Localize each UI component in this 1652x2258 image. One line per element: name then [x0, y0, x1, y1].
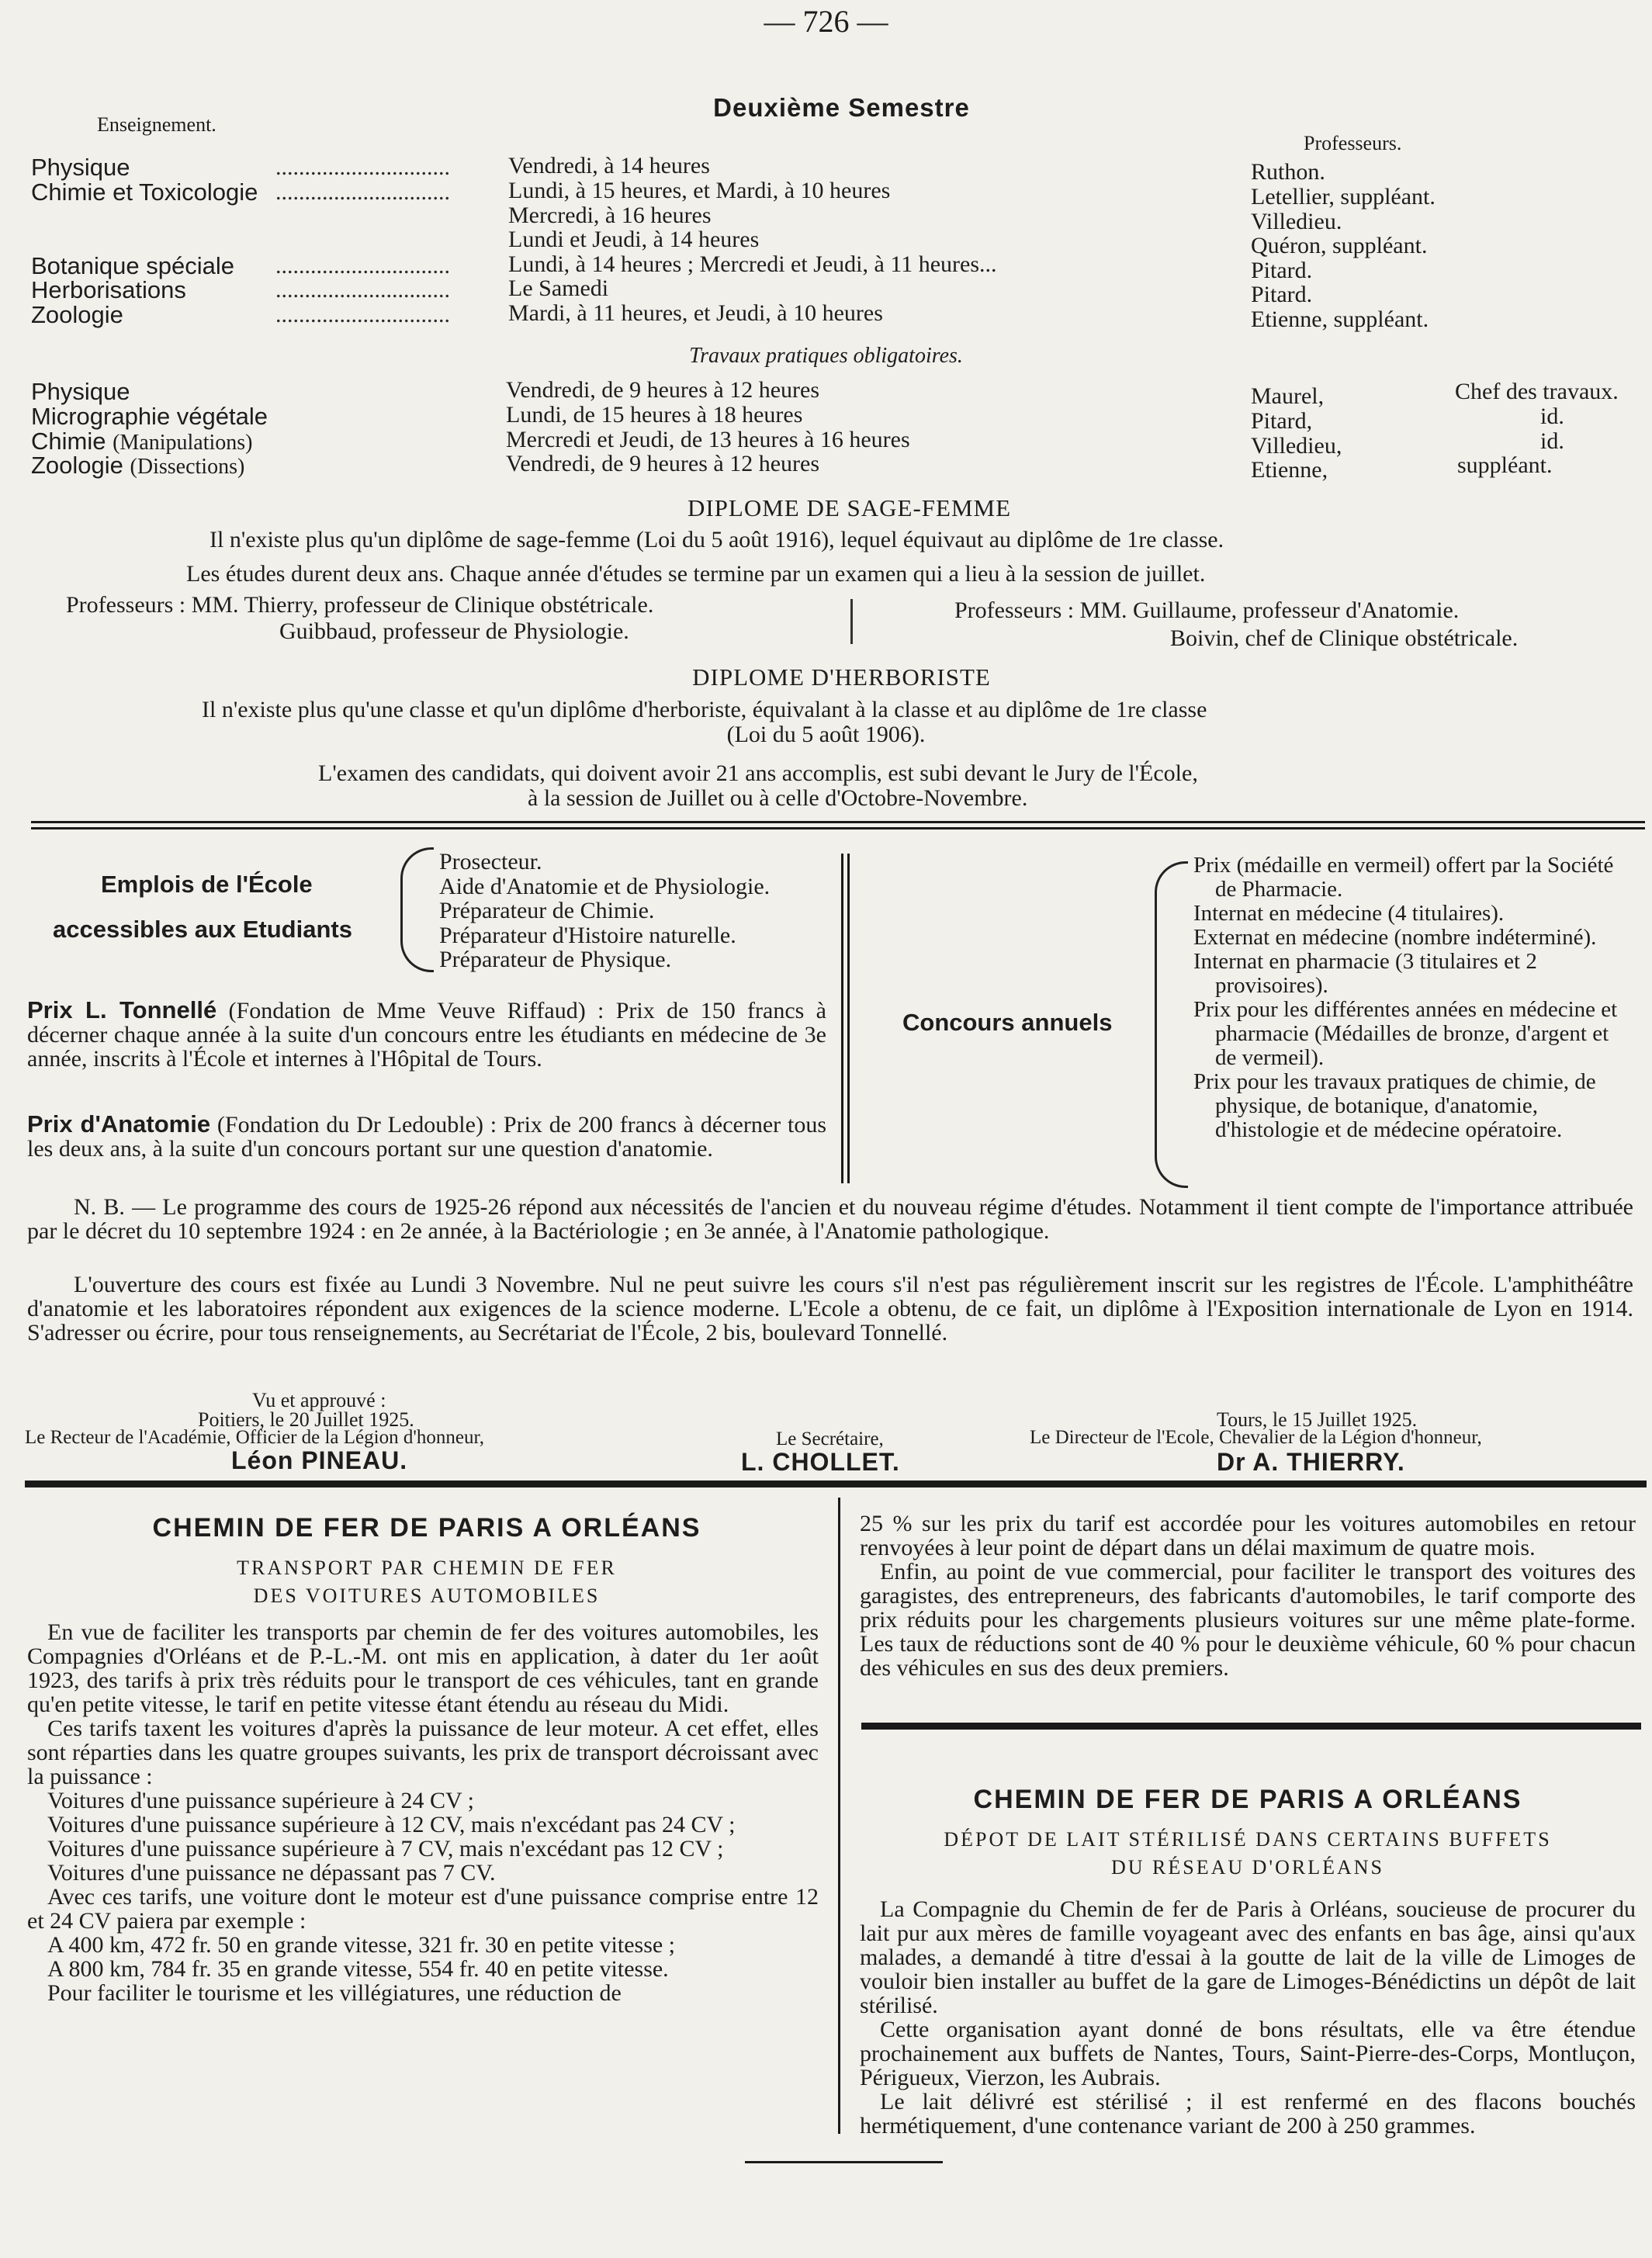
- tp-schedule: Lundi, de 15 heures à 18 heures: [506, 402, 803, 428]
- tp-subject-name: Physique: [31, 378, 130, 405]
- tp-professor: Villedieu,: [1251, 433, 1342, 459]
- paragraph: A 800 km, 784 fr. 35 en grande vitesse, 554 fr. 40 en petite vitesse.: [47, 1956, 669, 1982]
- course-schedule: Le Samedi: [508, 275, 609, 301]
- tp-subject-name: Zoologie: [31, 452, 123, 479]
- paragraph: Cette organisation ayant donné de bons résultats, elle va être étendue prochainement aux buffets de Nantes, Tours, Saint-Pierre-des-Corps, Montluçon, Périgueux, Vierzon, les Aubrais.: [860, 2017, 1636, 2090]
- divider: [841, 854, 843, 1183]
- nb-paragraph-2: L'ouverture des cours est fixée au Lundi 3 Novembre. Nul ne peut suivre les cours s'il n'est pas régulièrement inscrit sur les registres de l'École. L'amphithéâtre d'anatomie et les laboratoires répondent aux exigences de la science moderne. L'Ecole a obtenu, de ce fait, un diplôme à l'Exposition internationale de Lyon en 1914. S'adresser ou écrire, pour tous renseignements, au Secrétariat de l'École, 2 bis, boulevard Tonnellé.: [27, 1272, 1633, 1345]
- paragraph: Voitures d'une puissance supérieure à 7 CV, mais n'excédant pas 12 CV ;: [47, 1836, 724, 1861]
- article1-body: [27, 1620, 819, 2005]
- prix-tonnelle: [27, 998, 826, 1071]
- paragraph: Voitures d'une puissance supérieure à 12 CV, mais n'excédant pas 24 CV ;: [47, 1812, 736, 1837]
- herboriste-line-4: à la session de Juillet ou à celle d'Octobre-Novembre.: [528, 785, 1028, 811]
- tp-subject: [31, 379, 130, 404]
- course-professor: Pitard.: [1251, 282, 1313, 307]
- tp-role: Chef des travaux.: [1455, 379, 1619, 404]
- concours-item: Prix pour les différentes années en médecine et pharmacie (Médailles de bronze, d'argent et de vermeil).: [1193, 997, 1618, 1070]
- paragraph: En vue de faciliter les transports par chemin de fer des voitures automobiles, les Compagnies d'Orléans et de P.-L.-M. ont mis en application, à dater du 1er août 1923, des tarifs à prix très réduits pour le transport de ces véhicules, tant en grande qu'en petite vitesse, le tarif en petite vitesse étant étendu au réseau du Midi.: [27, 1619, 819, 1717]
- paragraph: Le lait délivré est stérilisé ; il est renfermé en des flacons bouchés hermétiquement, d'une contenance variant de 200 à 250 grammes.: [860, 2089, 1636, 2139]
- article2-subtitle-2: DU RÉSEAU D'ORLÉANS: [1110, 1856, 1385, 1879]
- prix-anatomie-text: (Fondation du Dr Ledouble) : Prix de 200 francs à décerner tous les deux ans, à la suite d'un concours portant sur une question d'anatomie.: [27, 1112, 826, 1162]
- herboriste-line-1: Il n'existe plus qu'une classe et qu'un diplôme d'herboriste, équivalant à la classe et au diplôme de 1re classe: [202, 697, 1207, 722]
- concours-list: [1193, 854, 1628, 1142]
- emploi-item: Préparateur d'Histoire naturelle.: [439, 922, 736, 948]
- course-subject: Botanique spéciale: [31, 252, 234, 279]
- herboriste-title: DIPLOME D'HERBORISTE: [692, 663, 991, 691]
- article2-title: CHEMIN DE FER DE PARIS A ORLÉANS: [973, 1785, 1522, 1814]
- tp-subject: [31, 404, 268, 429]
- tp-schedule: Vendredi, de 9 heures à 12 heures: [506, 377, 820, 403]
- rule: [31, 827, 1645, 829]
- nb-paragraph-1: N. B. — Le programme des cours de 1925-26 répond aux nécessités de l'ancien et du nouveau régime d'études. Notamment il tient compte de l'importance attribuée par le décret du 10 septembre 1924 : en 2e année, à la Bactériologie ; en 3e année, à l'Anatomie pathologique.: [27, 1194, 1633, 1244]
- recteur-name: Léon PINEAU.: [231, 1446, 408, 1474]
- article2-subtitle-1: DÉPOT DE LAIT STÉRILISÉ DANS CERTAINS BUFFETS: [944, 1828, 1552, 1851]
- concours-item: Prix pour les travaux pratiques de chimie, de physique, de botanique, d'anatomie, d'histologie et de médecine opératoire.: [1193, 1069, 1596, 1142]
- concours-item: Prix (médaille en vermeil) offert par la Société de Pharmacie.: [1193, 853, 1614, 902]
- sage-femme-prof-right-1: Professeurs : MM. Guillaume, professeur d'Anatomie.: [954, 597, 1460, 623]
- course-schedule: Vendredi, à 14 heures: [508, 153, 710, 178]
- prix-anatomie: [27, 1112, 826, 1161]
- dot-leader: ..............................: [275, 278, 450, 303]
- dot-leader: ..............................: [275, 155, 450, 180]
- tp-subject-name: Micrographie végétale: [31, 403, 268, 430]
- emploi-item: Préparateur de Chimie.: [439, 898, 655, 923]
- directeur-title: Le Directeur de l'Ecole, Chevalier de la Légion d'honneur,: [1030, 1427, 1482, 1448]
- concours-item: Internat en pharmacie (3 titulaires et 2 provisoires).: [1193, 949, 1537, 998]
- sage-femme-title: DIPLOME DE SAGE-FEMME: [687, 494, 1012, 521]
- vu-approuve: Vu et approuvé :: [252, 1389, 386, 1411]
- prix-anatomie-title: Prix d'Anatomie: [27, 1110, 211, 1138]
- rule: [861, 1723, 1641, 1730]
- paragraph: Avec ces tarifs, une voiture dont le moteur est d'une puissance comprise entre 12 et 24 CV paiera par exemple :: [27, 1884, 819, 1934]
- article2-body: [860, 1897, 1636, 2138]
- concours-item: Externat en médecine (nombre indéterminé).: [1193, 925, 1597, 950]
- sage-femme-prof-left-1: Professeurs : MM. Thierry, professeur de Clinique obstétricale.: [66, 592, 654, 618]
- directeur-name: Dr A. THIERRY.: [1217, 1448, 1405, 1476]
- paragraph: Enfin, au point de vue commercial, pour faciliter le transport des voitures des garagistes, des entrepreneurs, des fabricants d'automobiles, le tarif comporte des prix réduits pour les chargements plusieurs voitures sur une même plate-forme. Les taux de réductions sont de 40 % pour le deuxième véhicule, 60 % pour chacun des véhicules en sus des deux premiers.: [860, 1559, 1636, 1681]
- tp-schedule: Vendredi, de 9 heures à 12 heures: [506, 451, 820, 476]
- paragraph: Voitures d'une puissance ne dépassant pas 7 CV.: [47, 1860, 496, 1886]
- course-professor: Pitard.: [1251, 258, 1313, 283]
- sage-femme-line-2: Les études durent deux ans. Chaque année d'études se termine par un examen qui a lieu à la session de juillet.: [186, 561, 1206, 587]
- emplois-label-2: accessibles aux Etudiants: [53, 916, 352, 943]
- secretaire-name: L. CHOLLET.: [741, 1448, 900, 1476]
- course-subject: Chimie et Toxicologie: [31, 178, 258, 206]
- tp-subject-name: Chimie: [31, 428, 106, 455]
- article1-continuation: [860, 1512, 1636, 1680]
- dot-leader: ..............................: [275, 254, 450, 279]
- sage-femme-prof-right-2: Boivin, chef de Clinique obstétricale.: [1170, 625, 1519, 651]
- course-professor: Villedieu.: [1251, 209, 1342, 234]
- emploi-item: Aide d'Anatomie et de Physiologie.: [439, 873, 771, 899]
- course-professor: Letellier, suppléant.: [1251, 184, 1436, 210]
- prix-tonnelle-title: Prix L. Tonnellé: [27, 996, 217, 1023]
- semester-title: Deuxième Semestre: [713, 93, 970, 122]
- tp-professor: Pitard,: [1251, 408, 1313, 434]
- course-professor: Quéron, suppléant.: [1251, 233, 1428, 258]
- poitiers-date: Poitiers, le 20 Juillet 1925.: [198, 1408, 414, 1431]
- tp-schedule: Mercredi et Jeudi, de 13 heures à 16 heures: [506, 427, 910, 452]
- tp-subject: [31, 453, 244, 480]
- sage-femme-prof-left-2: Guibbaud, professeur de Physiologie.: [279, 618, 629, 644]
- rule: [25, 1481, 1647, 1487]
- article1-subtitle-1: TRANSPORT PAR CHEMIN DE FER: [237, 1557, 617, 1579]
- paragraph: Voitures d'une puissance supérieure à 24 CV ;: [47, 1788, 475, 1813]
- course-subject: Zoologie: [31, 301, 123, 328]
- article1-subtitle-2: DES VOITURES AUTOMOBILES: [253, 1584, 601, 1607]
- paragraph: La Compagnie du Chemin de fer de Paris à Orléans, soucieuse de procurer du lait pur aux mères de famille voyageant avec des enfants en bas âge, ainsi qu'aux malades, a demandé à titre d'essai à la goutte de lait de la ville de Limoges de vouloir bien installer au buffet de la gare de Limoges-Bénédictins un dépôt de lait stérilisé.: [860, 1896, 1636, 2018]
- col-header-professeurs: Professeurs.: [1304, 132, 1402, 154]
- herboriste-line-3: L'examen des candidats, qui doivent avoir 21 ans accomplis, est subi devant le Jury de l'École,: [318, 760, 1198, 786]
- course-professor: Ruthon.: [1251, 159, 1325, 185]
- herboriste-line-2: (Loi du 5 août 1906).: [726, 722, 926, 747]
- end-rule: [745, 2161, 943, 2163]
- tp-subject-detail: (Manipulations): [113, 431, 253, 455]
- paragraph: A 400 km, 472 fr. 50 en grande vitesse, 321 fr. 30 en petite vitesse ;: [47, 1932, 676, 1958]
- brace: [1155, 861, 1188, 1188]
- secretaire-title: Le Secrétaire,: [776, 1429, 884, 1449]
- paragraph: 25 % sur les prix du tarif est accordée pour les voitures automobiles en retour renvoyées à leur point de départ dans un délai maximum de quatre mois.: [860, 1511, 1636, 1560]
- course-subject: Physique: [31, 154, 130, 181]
- tp-professor: Etienne,: [1251, 457, 1328, 483]
- emplois-label-1: Emplois de l'École: [101, 871, 313, 898]
- concours-item: Internat en médecine (4 titulaires).: [1193, 901, 1505, 926]
- tp-subject-detail: (Dissections): [130, 455, 245, 479]
- brace: [400, 847, 434, 972]
- tp-role: id.: [1540, 403, 1564, 429]
- divider: [847, 854, 850, 1183]
- tp-professor: Maurel,: [1251, 383, 1325, 409]
- prix-tonnelle-text: (Fondation de Mme Veuve Riffaud) : Prix de 150 francs à décerner chaque année à la suite d'un concours entre les étudiants en médecine de 3e année, inscrits à l'École et internes à l'Hôpital de Tours.: [27, 998, 826, 1072]
- course-professor: Etienne, suppléant.: [1251, 306, 1429, 332]
- tp-role: suppléant.: [1457, 452, 1553, 478]
- recteur-title: Le Recteur de l'Académie, Officier de la Légion d'honneur,: [25, 1427, 485, 1448]
- paragraph: Ces tarifs taxent les voitures d'après la puissance de leur moteur. A cet effet, elles sont réparties dans les quatre groupes suivants, les prix de transport décroissant avec la puissance :: [27, 1716, 819, 1789]
- divider: [850, 599, 853, 644]
- course-schedule: Lundi et Jeudi, à 14 heures: [508, 227, 760, 252]
- emploi-item: Prosecteur.: [439, 849, 542, 874]
- dot-leader: ..............................: [275, 180, 450, 205]
- tours-date: Tours, le 15 Juillet 1925.: [1217, 1408, 1418, 1431]
- course-schedule: Lundi, à 14 heures ; Mercredi et Jeudi, à 11 heures...: [508, 251, 997, 277]
- tp-role: id.: [1540, 428, 1564, 454]
- article1-title: CHEMIN DE FER DE PARIS A ORLÉANS: [152, 1513, 701, 1543]
- course-schedule: Lundi, à 15 heures, et Mardi, à 10 heures: [508, 178, 891, 203]
- course-schedule: Mercredi, à 16 heures: [508, 203, 712, 228]
- sage-femme-line-1: Il n'existe plus qu'un diplôme de sage-femme (Loi du 5 août 1916), lequel équivaut au diplôme de 1re classe.: [210, 527, 1224, 552]
- col-header-enseignement: Enseignement.: [97, 113, 216, 136]
- page-number: — 726 —: [764, 4, 888, 39]
- divider: [838, 1498, 840, 2134]
- rule: [31, 821, 1645, 823]
- course-schedule: Mardi, à 11 heures, et Jeudi, à 10 heures: [508, 300, 883, 326]
- tp-title: Travaux pratiques obligatoires.: [689, 344, 963, 368]
- paragraph: Pour faciliter le tourisme et les villégiatures, une réduction de: [47, 1980, 622, 2006]
- concours-label: Concours annuels: [902, 1009, 1113, 1036]
- emploi-item: Préparateur de Physique.: [439, 947, 672, 972]
- course-subject: Herborisations: [31, 276, 186, 303]
- dot-leader: ..............................: [275, 303, 450, 327]
